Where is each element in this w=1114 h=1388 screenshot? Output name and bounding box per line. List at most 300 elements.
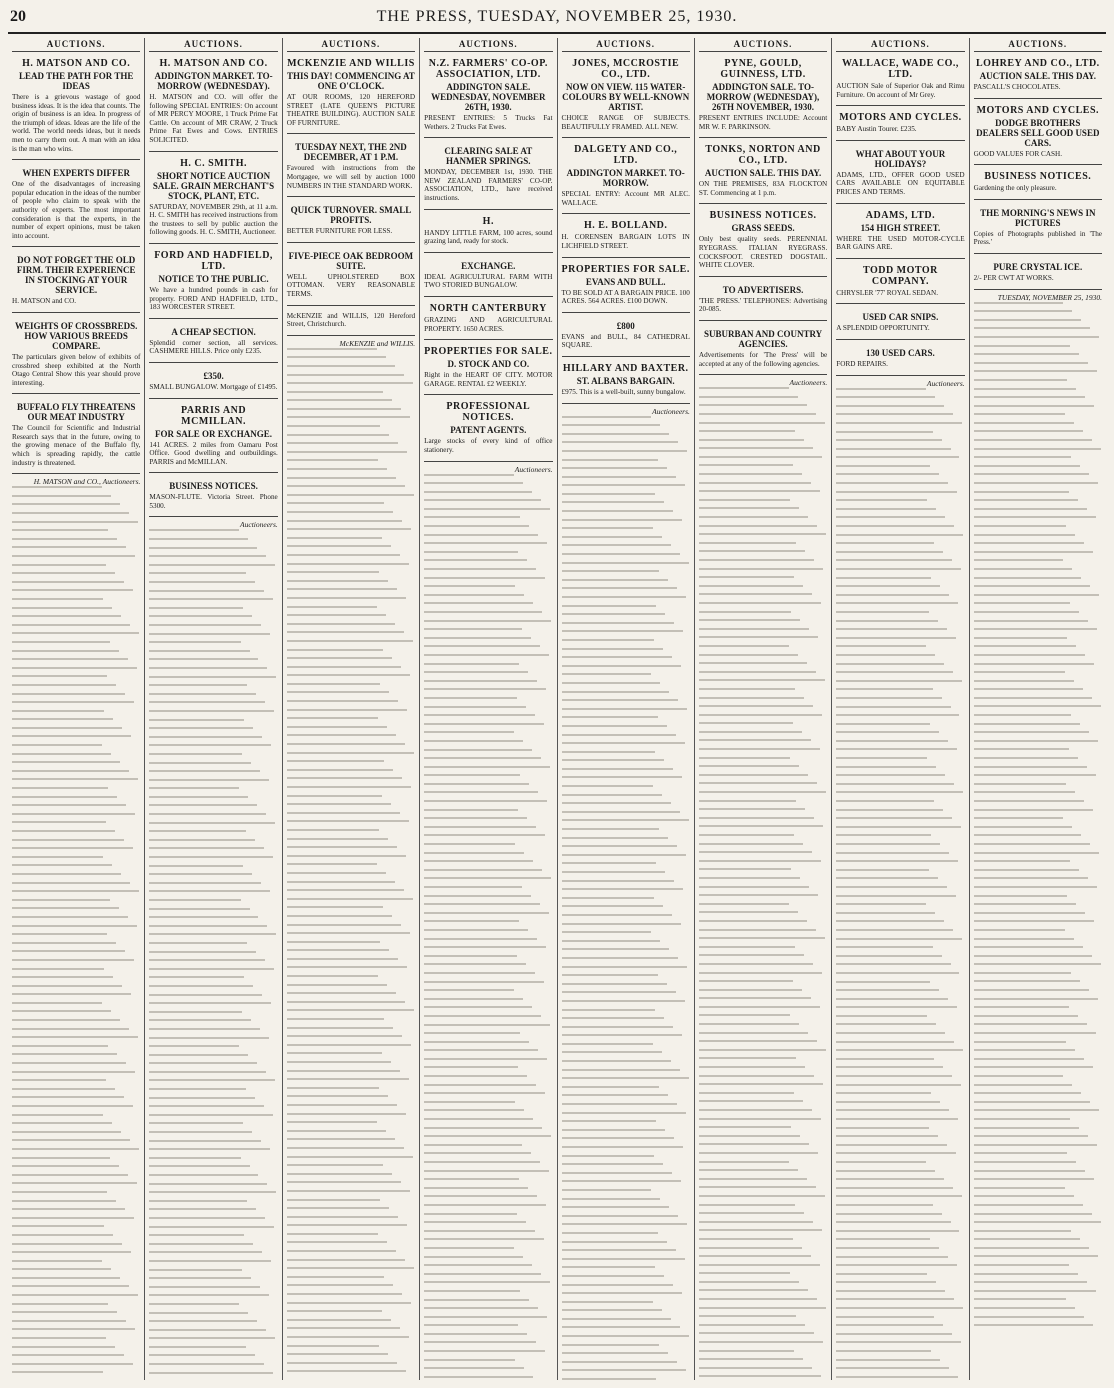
text-line bbox=[974, 473, 1090, 475]
text-line bbox=[699, 1118, 821, 1120]
text-line bbox=[836, 1058, 934, 1060]
ad-body: One of the disadvantages of increasing popular education in the ideas of the number of people who claim to speak with the authority of experts. The most important consideration is that the experts, in the number of expert opinions, must be taken into account. bbox=[12, 180, 141, 240]
text-line bbox=[287, 984, 387, 986]
text-line bbox=[12, 882, 130, 884]
text-line bbox=[562, 751, 656, 753]
text-line bbox=[974, 834, 1082, 836]
text-line bbox=[699, 473, 802, 475]
text-line bbox=[424, 946, 546, 948]
text-line bbox=[287, 451, 408, 453]
ad-body: PRESENT ENTRIES INCLUDE: Account MR W. F. PARKINSON. bbox=[698, 114, 828, 131]
text-line bbox=[287, 1190, 410, 1192]
text-line bbox=[699, 1057, 797, 1059]
ad-heading: MCKENZIE AND WILLIS bbox=[287, 58, 415, 69]
text-line bbox=[12, 1148, 139, 1150]
text-line bbox=[424, 482, 523, 484]
text-line bbox=[562, 983, 667, 985]
text-line bbox=[974, 353, 1079, 355]
text-line bbox=[287, 511, 394, 513]
text-line bbox=[424, 1367, 524, 1369]
text-line bbox=[562, 1146, 684, 1148]
text-line bbox=[12, 753, 111, 755]
text-line bbox=[699, 559, 815, 561]
text-line bbox=[562, 682, 661, 684]
text-line bbox=[149, 1251, 262, 1253]
text-line bbox=[287, 846, 397, 848]
text-line bbox=[974, 396, 1086, 398]
text-line bbox=[12, 641, 110, 643]
text-line bbox=[562, 708, 688, 710]
text-line bbox=[699, 636, 818, 638]
text-line bbox=[149, 1140, 261, 1142]
ad-subheading: AUCTION SALE. THIS DAY. bbox=[704, 168, 822, 179]
text-line bbox=[562, 871, 666, 873]
text-line bbox=[287, 1293, 403, 1295]
text-line bbox=[974, 1213, 1092, 1215]
text-line bbox=[699, 774, 808, 776]
text-line bbox=[424, 963, 525, 965]
text-line bbox=[287, 1104, 397, 1106]
text-line bbox=[12, 839, 124, 841]
text-line bbox=[149, 1071, 266, 1073]
text-line bbox=[12, 778, 138, 780]
advertisement bbox=[836, 343, 964, 376]
text-line bbox=[12, 873, 121, 875]
text-line bbox=[149, 1054, 248, 1056]
text-line bbox=[974, 1187, 1065, 1189]
text-line bbox=[699, 1195, 825, 1197]
ad-subheading: £800 bbox=[616, 320, 635, 331]
text-line bbox=[562, 716, 658, 718]
text-line bbox=[149, 701, 265, 703]
text-line bbox=[149, 1354, 254, 1356]
text-line bbox=[974, 852, 1100, 854]
text-line bbox=[836, 1075, 952, 1077]
ad-subheading: BUFFALO FLY THREATENS OUR MEAT INDUSTRY bbox=[17, 402, 136, 423]
text-line bbox=[287, 1027, 394, 1029]
text-line bbox=[287, 829, 379, 831]
text-line bbox=[699, 550, 806, 552]
ad-body: SPECIAL ENTRY: Account MR ALEC. WALLACE. bbox=[561, 190, 690, 207]
text-line bbox=[12, 710, 104, 712]
text-line bbox=[836, 1178, 944, 1180]
text-line bbox=[562, 1180, 681, 1182]
text-line bbox=[12, 486, 102, 488]
text-line bbox=[287, 1156, 413, 1158]
text-line bbox=[836, 1350, 931, 1352]
ad-subheading: £350. bbox=[203, 370, 224, 381]
text-line bbox=[974, 1324, 1093, 1326]
text-line bbox=[424, 577, 545, 579]
text-line bbox=[974, 577, 1082, 579]
text-line bbox=[424, 1333, 527, 1335]
text-line bbox=[836, 396, 935, 398]
text-line bbox=[149, 1165, 249, 1167]
text-line bbox=[424, 1170, 549, 1172]
text-line bbox=[424, 663, 519, 665]
text-line bbox=[699, 739, 811, 741]
text-line bbox=[149, 770, 259, 772]
text-line bbox=[424, 1127, 542, 1129]
text-line bbox=[287, 606, 377, 608]
ad-subheading: DO NOT FORGET THE OLD FIRM. THEIR EXPERIENCE IN STOCKING AT YOUR SERVICE. bbox=[16, 255, 136, 296]
text-line bbox=[149, 555, 266, 557]
text-line bbox=[149, 1174, 258, 1176]
text-line bbox=[12, 1225, 104, 1227]
text-line bbox=[836, 1161, 926, 1163]
text-line bbox=[836, 723, 930, 725]
text-line bbox=[12, 735, 131, 737]
text-line bbox=[699, 843, 803, 845]
text-line bbox=[287, 700, 399, 702]
text-line bbox=[12, 976, 113, 978]
ad-heading: JONES, MCCROSTIE CO., LTD. bbox=[572, 58, 680, 80]
text-line bbox=[562, 802, 671, 804]
ad-body: Large stocks of every kind of office stationery. bbox=[424, 437, 553, 454]
text-line bbox=[12, 529, 108, 531]
text-line bbox=[974, 1075, 1064, 1077]
text-line bbox=[974, 379, 1068, 381]
ad-body: The particulars given below of exhibits of crossbred sheep exhibited at the North Otago Central Show this year should prove interesting. bbox=[12, 352, 141, 387]
text-line bbox=[424, 1118, 533, 1120]
text-line bbox=[287, 1121, 377, 1123]
text-line bbox=[836, 388, 926, 390]
text-line bbox=[12, 899, 110, 901]
text-line bbox=[424, 1152, 531, 1154]
advertisement bbox=[424, 300, 552, 340]
ad-body: Right in the HEART OF CITY. MOTOR GARAGE. RENTAL £2 WEEKLY. bbox=[424, 371, 553, 388]
text-line bbox=[12, 684, 116, 686]
section-heading: AUCTIONS. bbox=[424, 38, 552, 52]
text-line bbox=[424, 731, 514, 733]
text-line bbox=[562, 1318, 671, 1320]
text-line bbox=[12, 555, 135, 557]
text-line bbox=[287, 1353, 388, 1355]
section-heading: AUCTIONS. bbox=[287, 38, 415, 52]
text-line bbox=[836, 422, 962, 424]
text-line bbox=[424, 1204, 546, 1206]
text-line bbox=[287, 468, 387, 470]
text-line bbox=[287, 571, 379, 573]
text-line bbox=[12, 727, 122, 729]
text-line bbox=[699, 593, 812, 595]
text-line bbox=[836, 568, 961, 570]
text-line bbox=[562, 1223, 688, 1225]
text-line bbox=[836, 1170, 935, 1172]
text-line bbox=[974, 302, 1064, 304]
advertisement bbox=[974, 55, 1102, 99]
advertisement bbox=[287, 246, 415, 306]
text-line bbox=[149, 951, 256, 953]
text-line bbox=[149, 1148, 270, 1150]
text-line bbox=[974, 688, 1083, 690]
advertisement bbox=[836, 55, 964, 106]
text-line bbox=[424, 869, 542, 871]
ad-body: H. CORENSEN BARGAIN LOTS IN LICHFIELD STREET. bbox=[561, 233, 690, 250]
text-line bbox=[287, 1310, 382, 1312]
text-line bbox=[836, 1127, 928, 1129]
text-line bbox=[424, 989, 514, 991]
text-line bbox=[287, 580, 388, 582]
text-line bbox=[699, 679, 825, 681]
column-6 bbox=[695, 38, 832, 1380]
text-line bbox=[836, 602, 958, 604]
text-line bbox=[974, 1101, 1091, 1103]
text-line bbox=[12, 890, 139, 892]
text-line bbox=[974, 1092, 1082, 1094]
text-line bbox=[424, 714, 534, 716]
text-line bbox=[974, 680, 1074, 682]
text-line bbox=[836, 1015, 927, 1017]
text-line bbox=[974, 413, 1065, 415]
text-line bbox=[12, 1337, 106, 1339]
text-line bbox=[836, 1238, 930, 1240]
text-line bbox=[836, 834, 931, 836]
text-line bbox=[974, 405, 1095, 407]
text-line bbox=[562, 1258, 685, 1260]
text-line bbox=[836, 637, 955, 639]
text-line bbox=[836, 473, 939, 475]
text-line bbox=[424, 834, 545, 836]
advertisement bbox=[836, 307, 964, 340]
text-line bbox=[12, 907, 119, 909]
text-line bbox=[149, 873, 252, 875]
text-line bbox=[836, 852, 949, 854]
text-line bbox=[699, 1006, 820, 1008]
text-line bbox=[699, 791, 826, 793]
text-line bbox=[424, 525, 529, 527]
text-line bbox=[836, 654, 935, 656]
text-line bbox=[836, 946, 932, 948]
text-line bbox=[12, 1071, 135, 1073]
text-line bbox=[974, 740, 1099, 742]
text-line bbox=[424, 1359, 515, 1361]
ad-heading: DALGETY AND CO., LTD. bbox=[574, 144, 678, 167]
text-line bbox=[836, 989, 939, 991]
text-line bbox=[12, 1165, 119, 1167]
text-line bbox=[974, 594, 1100, 596]
text-line bbox=[699, 1281, 799, 1283]
text-line bbox=[12, 1320, 126, 1322]
text-line bbox=[424, 1281, 550, 1283]
text-line bbox=[562, 699, 679, 701]
text-line bbox=[974, 1023, 1087, 1025]
text-line bbox=[699, 1341, 824, 1343]
text-line bbox=[974, 551, 1093, 553]
text-line bbox=[699, 963, 813, 965]
text-line bbox=[287, 563, 409, 565]
text-line bbox=[699, 585, 803, 587]
text-line bbox=[287, 752, 414, 754]
text-line bbox=[287, 872, 386, 874]
text-line bbox=[699, 877, 800, 879]
advertisement bbox=[699, 141, 827, 204]
text-line bbox=[699, 404, 807, 406]
ad-body: MASON-FLUTE. Victoria Street. Phone 5300. bbox=[149, 493, 278, 510]
text-line bbox=[974, 1152, 1068, 1154]
text-line bbox=[836, 1359, 940, 1361]
text-line bbox=[699, 825, 824, 827]
text-line bbox=[699, 1289, 808, 1291]
text-line bbox=[562, 1309, 662, 1311]
text-line bbox=[287, 863, 377, 865]
text-line bbox=[562, 940, 661, 942]
text-line bbox=[699, 1315, 797, 1317]
text-line bbox=[699, 705, 813, 707]
text-line bbox=[974, 628, 1097, 630]
text-line bbox=[149, 787, 239, 789]
text-line bbox=[562, 484, 685, 486]
text-line bbox=[562, 1155, 654, 1157]
text-line bbox=[974, 714, 1072, 716]
text-line bbox=[287, 1302, 412, 1304]
text-line bbox=[699, 602, 821, 604]
text-line bbox=[287, 1362, 397, 1364]
ad-heading: WALLACE, WADE CO., LTD. bbox=[841, 58, 959, 80]
ad-subheading: THIS DAY! COMMENCING AT ONE O'CLOCK. bbox=[287, 71, 415, 91]
text-line bbox=[836, 628, 946, 630]
text-line bbox=[149, 607, 243, 609]
text-line bbox=[562, 1137, 675, 1139]
text-line bbox=[974, 370, 1097, 372]
text-line bbox=[974, 929, 1065, 931]
text-line bbox=[287, 975, 378, 977]
text-line bbox=[149, 959, 265, 961]
text-line bbox=[562, 966, 688, 968]
text-line bbox=[149, 847, 263, 849]
text-line bbox=[149, 976, 244, 978]
ad-body: MONDAY, DECEMBER 1st, 1930. THE NEW ZEALAND FARMERS' CO-OP. ASSOCIATION, LTD., have received instructions. bbox=[424, 168, 553, 202]
text-line bbox=[836, 1247, 939, 1249]
text-line bbox=[287, 743, 405, 745]
text-line bbox=[974, 903, 1077, 905]
text-line bbox=[562, 768, 674, 770]
text-line bbox=[699, 387, 789, 389]
text-line bbox=[974, 336, 1100, 338]
text-line bbox=[836, 1273, 927, 1275]
text-line bbox=[974, 448, 1101, 450]
text-line bbox=[149, 590, 263, 592]
text-line bbox=[149, 1019, 250, 1021]
text-line bbox=[974, 663, 1095, 665]
text-line bbox=[287, 554, 400, 556]
text-line bbox=[12, 581, 124, 583]
text-line bbox=[699, 533, 826, 535]
text-line bbox=[12, 1371, 103, 1373]
ad-subheading: THE MORNING'S NEWS IN PICTURES bbox=[980, 207, 1096, 228]
columns-container bbox=[8, 38, 1106, 1380]
text-line bbox=[836, 482, 948, 484]
text-line bbox=[149, 572, 245, 574]
text-line bbox=[287, 786, 412, 788]
text-line bbox=[836, 963, 950, 965]
text-line bbox=[424, 817, 527, 819]
text-line bbox=[424, 551, 518, 553]
text-line bbox=[287, 1233, 378, 1235]
text-line bbox=[287, 545, 391, 547]
text-line bbox=[699, 1350, 794, 1352]
text-line bbox=[424, 628, 522, 630]
text-line bbox=[562, 613, 666, 615]
text-line bbox=[149, 1183, 267, 1185]
text-line bbox=[699, 1332, 815, 1334]
text-line bbox=[836, 809, 943, 811]
ad-heading: BUSINESS NOTICES. bbox=[709, 210, 817, 222]
text-line bbox=[974, 1281, 1087, 1283]
text-line bbox=[149, 804, 257, 806]
text-line bbox=[149, 719, 244, 721]
text-line bbox=[836, 1367, 949, 1369]
text-line bbox=[424, 688, 546, 690]
text-line bbox=[699, 731, 802, 733]
text-line bbox=[699, 946, 795, 948]
text-line bbox=[836, 1144, 946, 1146]
text-line bbox=[149, 994, 262, 996]
text-line bbox=[562, 725, 667, 727]
text-line bbox=[287, 640, 413, 642]
text-line bbox=[974, 1316, 1084, 1318]
text-line bbox=[12, 538, 117, 540]
text-line bbox=[699, 1092, 794, 1094]
text-line bbox=[149, 1191, 276, 1193]
text-line bbox=[562, 1361, 678, 1363]
text-line bbox=[562, 648, 663, 650]
text-line bbox=[12, 1131, 121, 1133]
text-line bbox=[562, 957, 679, 959]
text-line bbox=[287, 1181, 401, 1183]
ad-heading: H. MATSON AND CO. bbox=[159, 58, 268, 69]
advertisement bbox=[699, 324, 827, 375]
text-line bbox=[562, 622, 675, 624]
text-line bbox=[699, 1367, 812, 1369]
ad-body: GRAZING AND AGRICULTURAL PROPERTY. 1650 ACRES. bbox=[424, 315, 553, 333]
ad-subheading: BUSINESS NOTICES. bbox=[169, 481, 258, 492]
text-line bbox=[974, 508, 1087, 510]
text-line bbox=[149, 1011, 241, 1013]
text-line bbox=[974, 611, 1079, 613]
ad-body: Copies of Photographs published in 'The Press.' bbox=[973, 229, 1102, 247]
text-line bbox=[149, 650, 249, 652]
text-line bbox=[287, 674, 410, 676]
text-line bbox=[836, 766, 936, 768]
text-line bbox=[562, 1249, 676, 1251]
text-line bbox=[149, 1243, 253, 1245]
text-line bbox=[424, 809, 518, 811]
text-line bbox=[974, 877, 1088, 879]
text-line bbox=[974, 645, 1077, 647]
text-line bbox=[287, 1018, 385, 1020]
text-line bbox=[424, 620, 551, 622]
text-line bbox=[12, 598, 103, 600]
text-line bbox=[974, 895, 1068, 897]
text-line bbox=[149, 1294, 268, 1296]
text-line bbox=[149, 830, 245, 832]
text-line bbox=[287, 666, 401, 668]
text-line bbox=[149, 822, 275, 824]
text-line bbox=[287, 803, 391, 805]
ad-body: IDEAL AGRICULTURAL FARM WITH TWO STORIED BUNGALOW. bbox=[424, 272, 553, 290]
text-line bbox=[12, 761, 120, 763]
text-line bbox=[12, 942, 116, 944]
text-line bbox=[12, 495, 111, 497]
text-line bbox=[974, 783, 1066, 785]
text-line bbox=[287, 1207, 390, 1209]
text-line bbox=[974, 499, 1078, 501]
text-line bbox=[699, 1014, 790, 1016]
text-line bbox=[287, 649, 383, 651]
newsprint-texture bbox=[149, 529, 277, 1380]
section-heading: AUCTIONS. bbox=[974, 38, 1102, 52]
